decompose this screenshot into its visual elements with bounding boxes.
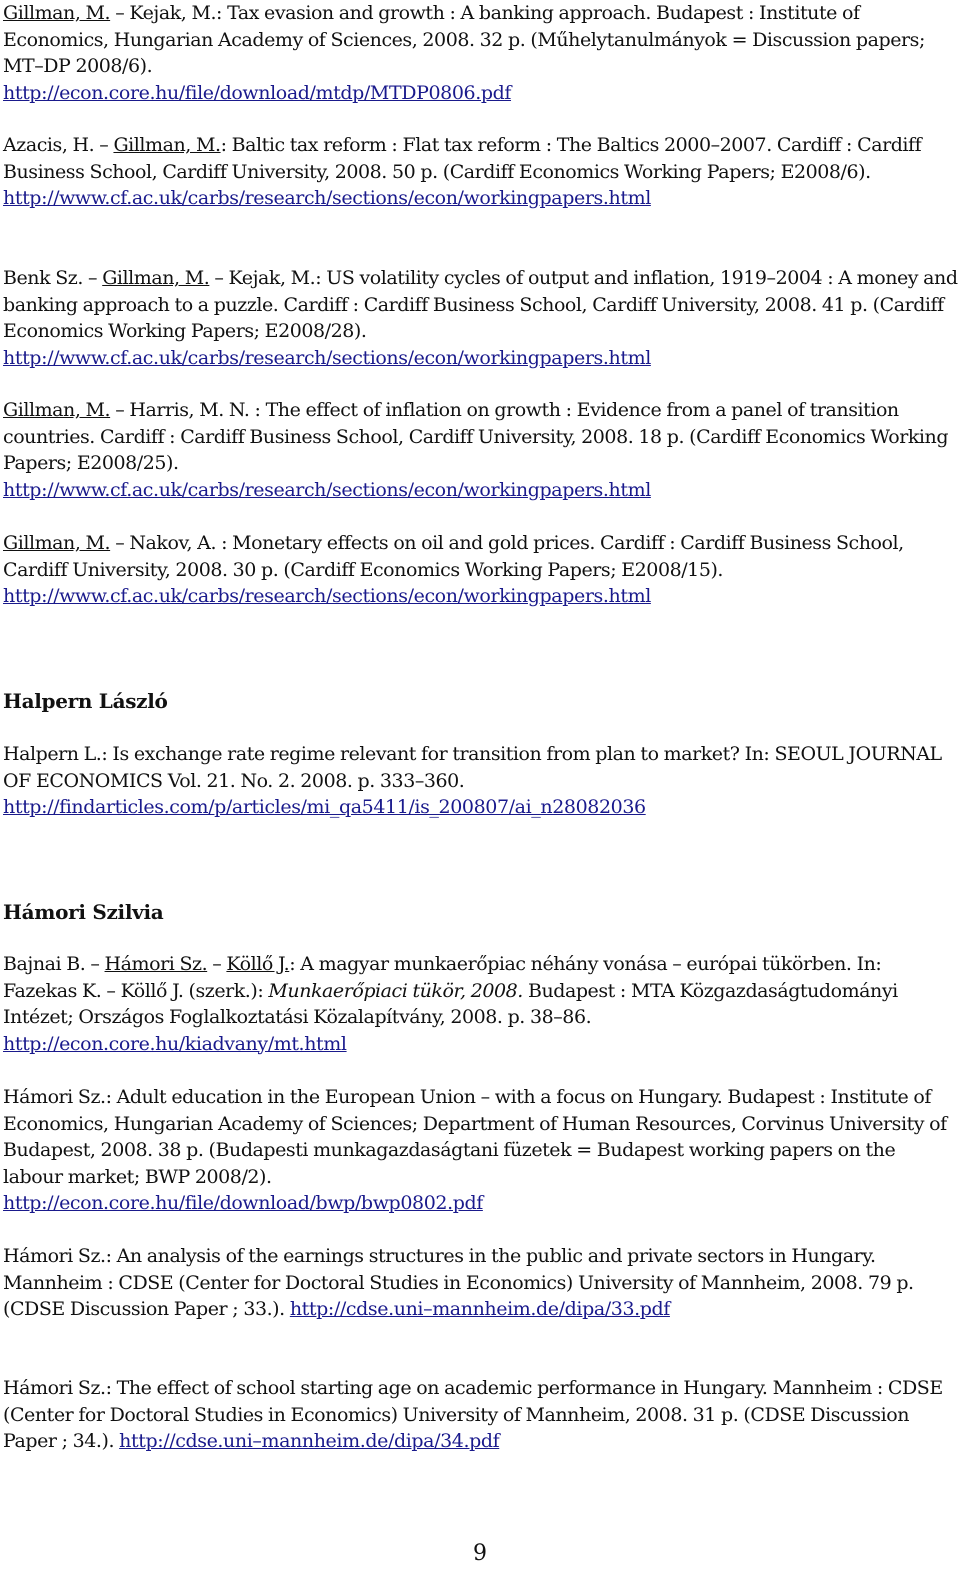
reference-entry <box>3 1375 958 1455</box>
reference-text: – Kejak, M.: US volatility cycles of output and inflation, 1919–2004 : A money and banking approach to a puzzle. Cardiff : Cardiff Business School, Cardiff University, 2008. 41 p. (Cardiff Economics Working Papers; E2008/28). <box>3 267 958 342</box>
section-heading: Hámori Szilvia <box>3 900 164 924</box>
author-highlight: Gillman, M. <box>3 2 111 24</box>
reference-link[interactable]: http://www.cf.ac.uk/carbs/research/sections/econ/workingpapers.html <box>3 478 651 501</box>
reference-link[interactable]: http://cdse.uni–mannheim.de/dipa/33.pdf <box>289 1298 670 1320</box>
reference-entry <box>3 132 958 212</box>
reference-entry <box>3 951 958 1057</box>
reference-entry <box>3 1243 958 1323</box>
reference-link[interactable]: http://econ.core.hu/file/download/mtdp/MTDP0806.pdf <box>3 81 512 104</box>
author-highlight: Gillman, M. <box>102 267 210 289</box>
reference-text: : Baltic tax reform : Flat tax reform : The Baltics 2000–2007. Cardiff : Cardiff Business School, Cardiff University, 2008. 50 p. (Cardiff Economics Working Papers; E2008/6). <box>3 134 922 183</box>
reference-link[interactable]: http://cdse.uni–mannheim.de/dipa/34.pdf <box>119 1430 500 1452</box>
book-title: Munkaerőpiaci tükör, 2008. <box>268 979 523 1002</box>
reference-authors: Azacis, H. – <box>3 134 114 156</box>
reference-text: Halpern L.: Is exchange rate regime relevant for transition from plan to market? In: SEOUL JOURNAL OF ECONOMICS Vol. 21. No. 2. 2008. p. 333–360. <box>3 743 942 792</box>
reference-text: – Nakov, A. : Monetary effects on oil and gold prices. Cardiff : Cardiff Business School, Cardiff University, 2008. 30 p. (Cardiff Economics Working Papers; E2008/15). <box>3 532 904 581</box>
reference-link[interactable]: http://www.cf.ac.uk/carbs/research/sections/econ/workingpapers.html <box>3 187 651 209</box>
reference-link[interactable]: http://www.cf.ac.uk/carbs/research/sections/econ/workingpapers.html <box>3 346 651 369</box>
reference-entry <box>3 265 958 371</box>
reference-authors: Bajnai B. – <box>3 953 105 975</box>
author-highlight: Gillman, M. <box>113 134 221 156</box>
author-highlight: Gillman, M. <box>3 532 111 554</box>
reference-text: : A magyar munkaerőpiac néhány vonása – európai tükörben. In: Fazekas K. – Köllő J. (szerk.): <box>3 953 882 1002</box>
reference-entry <box>3 530 958 610</box>
reference-link[interactable]: http://findarticles.com/p/articles/mi_qa5411/is_200807/ai_n28082036 <box>3 796 646 818</box>
reference-entry <box>3 397 958 503</box>
reference-link[interactable]: http://econ.core.hu/file/download/bwp/bwp0802.pdf <box>3 1192 483 1214</box>
reference-entry <box>3 1084 958 1217</box>
reference-text: Hámori Sz.: The effect of school starting age on academic performance in Hungary. Mannheim : CDSE (Center for Doctoral Studies in Economics) University of Mannheim, 2008. 31 p. (CDSE Discussion Paper ; 34.). <box>3 1377 943 1452</box>
page-number: 9 <box>473 1541 487 1566</box>
reference-text: Budapest : MTA Közgazdaságtudományi Intézet; Országos Foglalkoztatási Közalapítvány, 2008. p. 38–86. <box>3 979 898 1028</box>
reference-text: Hámori Sz.: An analysis of the earnings structures in the public and private sectors in Hungary. Mannheim : CDSE (Center for Doctoral Studies in Economics) University of Mannheim, 2008. 79 p. (CDSE Discussion Paper ; 33.). <box>3 1245 914 1320</box>
reference-entry <box>3 0 958 106</box>
reference-text: – Kejak, M.: Tax evasion and growth : A banking approach. Budapest : Institute of Economics, Hungarian Academy of Sciences, 2008. 32 p. (Műhelytanulmányok = Discussion papers; MT–DP 2008/6). <box>3 2 925 77</box>
author-separator: – <box>207 953 227 975</box>
author-highlight: Hámori Sz. <box>104 953 208 975</box>
reference-text: – Harris, M. N. : The effect of inflation on growth : Evidence from a panel of transition countries. Cardiff : Cardiff Business School, Cardiff University, 2008. 18 p. (Cardiff Economics Working Papers; E2008/25). <box>3 399 949 474</box>
author-highlight: Gillman, M. <box>3 399 111 421</box>
reference-authors: Benk Sz. – <box>3 267 103 289</box>
reference-text: Hámori Sz.: Adult education in the European Union – with a focus on Hungary. Budapest : Institute of Economics, Hungarian Academy of Sciences; Department of Human Resources, Corvinus University of Budapest, 2008. 38 p. (Budapesti munkagazdaságtani füzetek = Budapest working papers on the labour market; BWP 2008/2). <box>3 1086 947 1188</box>
reference-entry <box>3 741 958 821</box>
section-heading: Halpern László <box>3 689 168 713</box>
author-highlight: Köllő J. <box>226 953 290 975</box>
reference-link[interactable]: http://econ.core.hu/kiadvany/mt.html <box>3 1032 347 1055</box>
reference-link[interactable]: http://www.cf.ac.uk/carbs/research/sections/econ/workingpapers.html <box>3 585 651 607</box>
